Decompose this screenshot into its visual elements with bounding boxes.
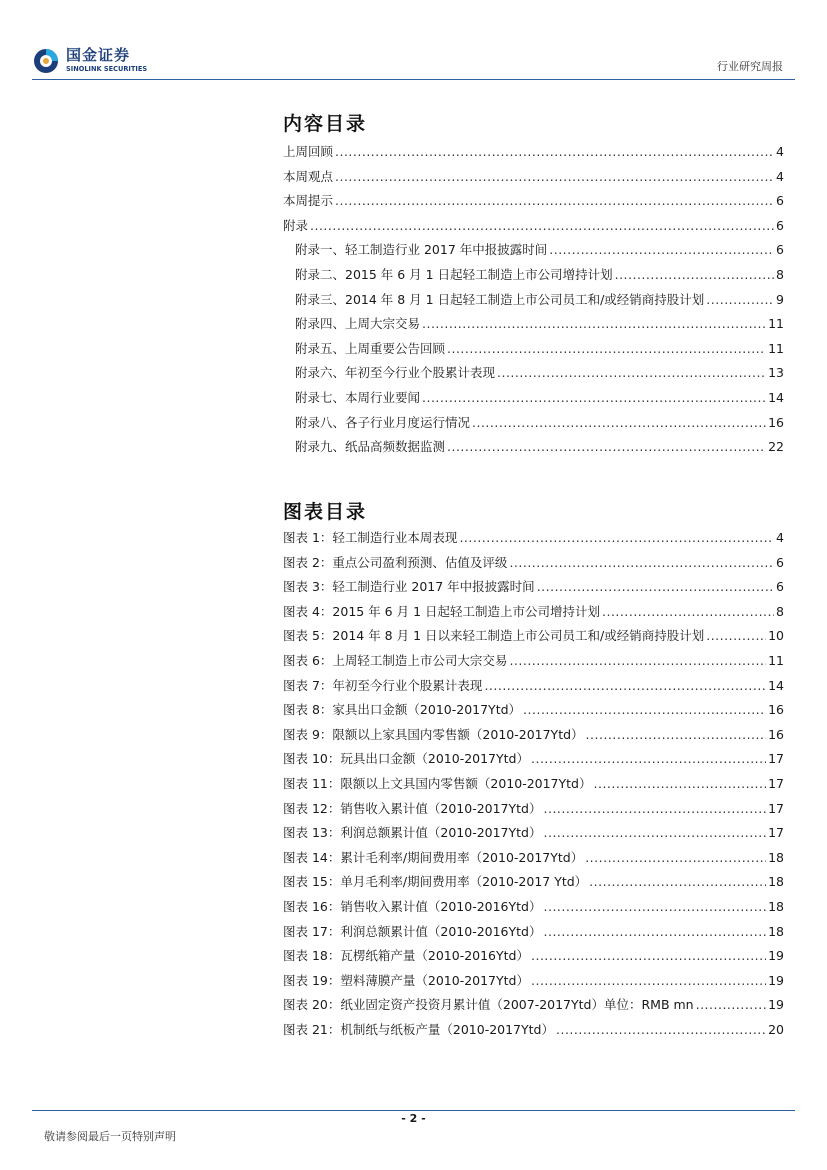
- toc-entry-label: 本周观点: [283, 168, 334, 184]
- toc-entry[interactable]: [283, 437, 784, 462]
- toc-entry-page: 6: [776, 242, 784, 258]
- dot-leader: [497, 365, 766, 380]
- toc-list: [283, 142, 784, 462]
- dot-leader: [509, 555, 774, 570]
- figure-entry-label: 图表 4：2015 年 6 月 1 日起轻工制造上市公司增持计划: [283, 603, 601, 619]
- figure-entry[interactable]: [283, 799, 784, 824]
- toc-entry-label: 附录六、年初至今行业个股累计表现: [295, 365, 496, 381]
- dot-leader: [544, 924, 767, 939]
- figure-entry-page: 19: [768, 997, 784, 1013]
- page-number: - 2 -: [401, 1112, 426, 1125]
- dot-leader: [531, 948, 766, 963]
- dot-leader: [335, 193, 774, 208]
- toc-entry[interactable]: [283, 363, 784, 388]
- figure-entry-label: 图表 18：瓦楞纸箱产量（2010-2016Ytd）: [283, 948, 529, 964]
- toc-entry[interactable]: [283, 216, 784, 241]
- figure-entry[interactable]: [283, 749, 784, 774]
- figure-entry-label: 图表 17：利润总额累计值（2010-2016Ytd）: [283, 923, 542, 939]
- dot-leader: [589, 874, 766, 889]
- toc-entry-label: 附录七、本周行业要闻: [295, 389, 421, 405]
- dot-leader: [594, 776, 767, 791]
- figure-entry-label: 图表 16：销售收入累计值（2010-2016Ytd）: [283, 898, 542, 914]
- figure-entry-page: 18: [768, 849, 784, 865]
- toc-entry-page: 22: [768, 439, 784, 455]
- toc-entry-page: 6: [776, 217, 784, 233]
- figure-entry[interactable]: [283, 651, 784, 676]
- figure-entry-page: 10: [768, 628, 784, 644]
- toc-entry-label: 附录一、轻工制造行业 2017 年中报披露时间: [295, 242, 548, 258]
- figure-entry[interactable]: [283, 528, 784, 553]
- figure-entry-label: 图表 11：限额以上文具国内零售额（2010-2017Ytd）: [283, 775, 592, 791]
- figure-entry-label: 图表 8：家具出口金额（2010-2017Ytd）: [283, 702, 522, 718]
- dot-leader: [335, 144, 774, 159]
- footer-disclaimer: 敬请参阅最后一页特别声明: [44, 1130, 176, 1143]
- figure-entry[interactable]: [283, 848, 784, 873]
- dot-leader: [586, 727, 767, 742]
- figure-entry-page: 17: [768, 751, 784, 767]
- report-type-label: 行业研究周报: [717, 60, 783, 73]
- figure-entry-label: 图表 6：上周轻工制造上市公司大宗交易: [283, 652, 508, 668]
- figure-entry-page: 6: [776, 554, 784, 570]
- toc-entry-label: 附录九、纸品高频数据监测: [295, 439, 446, 455]
- figure-entry-page: 19: [768, 972, 784, 988]
- toc-entry[interactable]: [283, 290, 784, 315]
- figure-entry-page: 18: [768, 898, 784, 914]
- figure-list-title: 图表目录: [283, 501, 368, 523]
- toc-entry[interactable]: [283, 413, 784, 438]
- toc-entry-label: 本周提示: [283, 193, 334, 209]
- figure-entry-page: 6: [776, 579, 784, 595]
- figure-entry-page: 19: [768, 948, 784, 964]
- toc-entry[interactable]: [283, 314, 784, 339]
- dot-leader: [447, 341, 766, 356]
- dot-leader: [422, 390, 766, 405]
- dot-leader: [537, 579, 774, 594]
- toc-entry-page: 16: [768, 414, 784, 430]
- dot-leader: [544, 899, 767, 914]
- figure-entry-page: 18: [768, 923, 784, 939]
- dot-leader: [447, 439, 766, 454]
- dot-leader: [472, 415, 766, 430]
- figure-entry-label: 图表 3：轻工制造行业 2017 年中报披露时间: [283, 579, 535, 595]
- figure-entry-page: 17: [768, 775, 784, 791]
- figure-entry-page: 16: [768, 726, 784, 742]
- figure-entry-label: 图表 7：年初至今行业个股累计表现: [283, 677, 483, 693]
- header-divider: [32, 79, 795, 80]
- figure-entry-label: 图表 5：2014 年 8 月 1 日以来轻工制造上市公司员工和/或经销商持股计划: [283, 628, 705, 644]
- toc-entry-page: 4: [776, 168, 784, 184]
- toc-entry-label: 上周回顾: [283, 144, 334, 159]
- figure-list: [283, 528, 784, 1044]
- figure-entry[interactable]: [283, 676, 784, 701]
- dot-leader: [615, 267, 774, 282]
- toc-entry-page: 8: [776, 266, 784, 282]
- logo-text-cn: 国金证券: [66, 46, 131, 64]
- figure-entry[interactable]: [283, 553, 784, 578]
- page-header: [0, 0, 827, 80]
- toc-entry-label: 附录八、各子行业月度运行情况: [295, 414, 471, 430]
- figure-entry[interactable]: [283, 995, 784, 1020]
- figure-entry-page: 20: [768, 1021, 784, 1037]
- toc-entry-label: 附录二、2015 年 6 月 1 日起轻工制造上市公司增持计划: [295, 266, 613, 282]
- sinolink-logo-icon: [32, 46, 62, 76]
- toc-entry-page: 11: [768, 316, 784, 332]
- figure-entry[interactable]: [283, 774, 784, 799]
- figure-entry-page: 8: [776, 603, 784, 619]
- figure-entry[interactable]: [283, 872, 784, 897]
- toc-title: 内容目录: [283, 113, 368, 135]
- figure-entry-label: 图表 15：单月毛利率/期间费用率（2010-2017 Ytd）: [283, 874, 588, 890]
- figure-entry[interactable]: [283, 1020, 784, 1045]
- dot-leader: [602, 604, 774, 619]
- figure-entry-page: 4: [776, 530, 784, 545]
- footer-divider: [32, 1110, 795, 1111]
- figure-entry-label: 图表 19：塑料薄膜产量（2010-2017Ytd）: [283, 972, 529, 988]
- figure-entry-label: 图表 9：限额以上家具国内零售额（2010-2017Ytd）: [283, 726, 584, 742]
- toc-entry-label: 附录: [283, 217, 309, 233]
- dot-leader: [696, 997, 766, 1012]
- dot-leader: [310, 218, 774, 233]
- toc-entry-page: 4: [776, 144, 784, 159]
- figure-entry[interactable]: [283, 946, 784, 971]
- figure-entry[interactable]: [283, 725, 784, 750]
- company-logo: [32, 46, 162, 76]
- figure-entry-label: 图表 13：利润总额累计值（2010-2017Ytd）: [283, 825, 542, 841]
- toc-entry-page: 13: [768, 365, 784, 381]
- figure-entry-label: 图表 12：销售收入累计值（2010-2017Ytd）: [283, 800, 542, 816]
- toc-entry[interactable]: [283, 265, 784, 290]
- toc-entry-page: 6: [776, 193, 784, 209]
- dot-leader: [509, 653, 766, 668]
- toc-entry-label: 附录五、上周重要公告回顾: [295, 340, 446, 356]
- dot-leader: [544, 825, 767, 840]
- dot-leader: [706, 628, 766, 643]
- dot-leader: [549, 242, 774, 257]
- figure-entry[interactable]: [283, 626, 784, 651]
- dot-leader: [556, 1022, 766, 1037]
- dot-leader: [484, 678, 766, 693]
- figure-entry[interactable]: [283, 823, 784, 848]
- figure-entry[interactable]: [283, 602, 784, 627]
- dot-leader: [459, 530, 774, 545]
- figure-entry-label: 图表 1：轻工制造行业本周表现: [283, 530, 458, 545]
- toc-entry[interactable]: [283, 191, 784, 216]
- dot-leader: [544, 801, 767, 816]
- figure-entry-label: 图表 21：机制纸与纸板产量（2010-2017Ytd）: [283, 1021, 554, 1037]
- toc-entry[interactable]: [283, 167, 784, 192]
- toc-entry[interactable]: [283, 388, 784, 413]
- figure-entry-page: 17: [768, 825, 784, 841]
- toc-entry[interactable]: [283, 240, 784, 265]
- figure-entry[interactable]: [283, 971, 784, 996]
- figure-entry[interactable]: [283, 577, 784, 602]
- toc-entry[interactable]: [283, 339, 784, 364]
- figure-entry-page: 16: [768, 702, 784, 718]
- dot-leader: [585, 850, 766, 865]
- figure-entry-page: 14: [768, 677, 784, 693]
- dot-leader: [531, 973, 766, 988]
- dot-leader: [531, 751, 766, 766]
- toc-entry-label: 附录三、2014 年 8 月 1 日起轻工制造上市公司员工和/或经销商持股计划: [295, 291, 705, 307]
- figure-entry-page: 18: [768, 874, 784, 890]
- figure-entry-label: 图表 10：玩具出口金额（2010-2017Ytd）: [283, 751, 529, 767]
- figure-entry[interactable]: [283, 897, 784, 922]
- toc-entry-page: 9: [776, 291, 784, 307]
- figure-entry-label: 图表 20：纸业固定资产投资月累计值（2007-2017Ytd）单位：RMB mn: [283, 997, 694, 1013]
- figure-entry-label: 图表 2：重点公司盈利预测、估值及评级: [283, 554, 508, 570]
- figure-entry[interactable]: [283, 922, 784, 947]
- figure-entry-label: 图表 14：累计毛利率/期间费用率（2010-2017Ytd）: [283, 849, 584, 865]
- toc-entry-label: 附录四、上周大宗交易: [295, 316, 421, 332]
- dot-leader: [706, 292, 774, 307]
- figure-entry-page: 11: [768, 652, 784, 668]
- dot-leader: [335, 169, 774, 184]
- logo-text-en: SINOLINK SECURITIES: [66, 65, 148, 73]
- figure-entry[interactable]: [283, 700, 784, 725]
- dot-leader: [523, 702, 766, 717]
- figure-entry-page: 17: [768, 800, 784, 816]
- toc-entry[interactable]: [283, 142, 784, 167]
- toc-entry-page: 14: [768, 389, 784, 405]
- dot-leader: [422, 316, 766, 331]
- toc-entry-page: 11: [768, 340, 784, 356]
